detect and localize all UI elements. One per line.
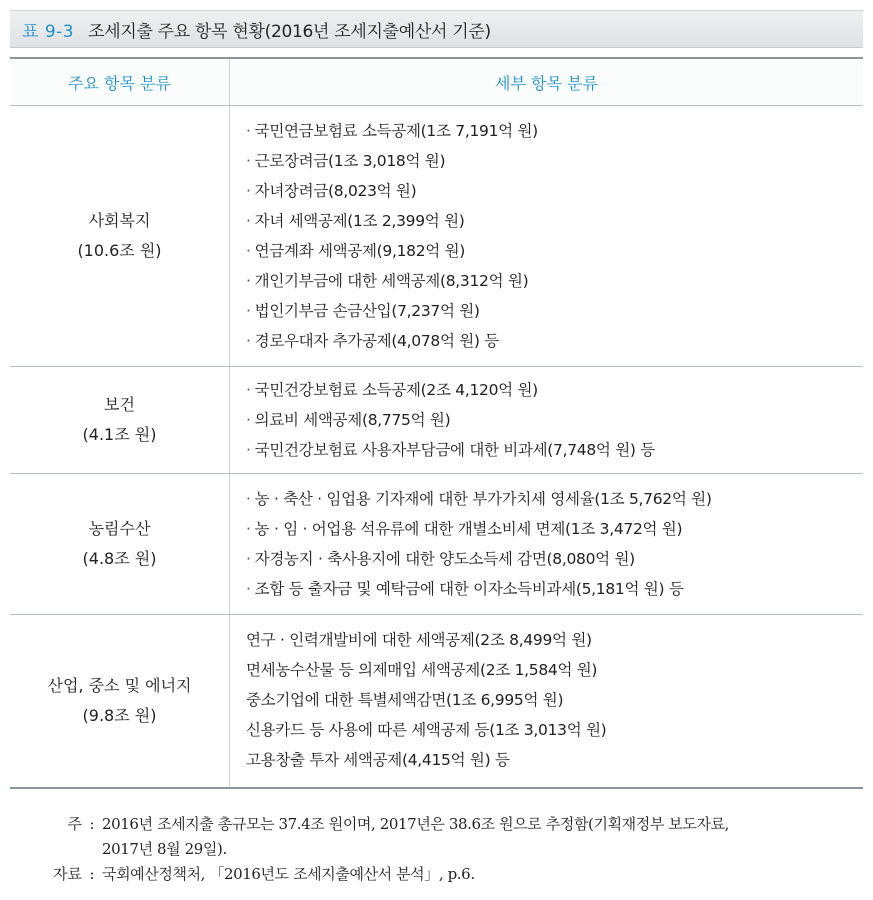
detail-item [246,514,863,544]
tax-expenditure-table [10,57,863,789]
detail-item-text: 개인기부금에 대한 세액공제(8,312억 원) [254,272,529,290]
note-key: 주 [67,815,82,833]
table-row [10,615,863,789]
bullet-icon: · [246,490,251,508]
category-amount: (4.8조 원) [82,549,157,568]
bullet-icon: · [246,182,251,200]
category-amount: (9.8조 원) [82,706,157,725]
detail-cell [230,474,864,615]
table-row [10,474,863,615]
category-cell [10,106,230,367]
detail-item-text: 면세농수산물 등 의제매입 세액공제(2조 1,584억 원) [246,661,598,679]
detail-item [246,296,863,326]
table-title-bar [10,10,863,48]
detail-item [246,405,863,435]
detail-item [246,544,863,574]
table-title: 조세지출 주요 항목 현황(2016년 조세지출예산서 기준) [88,21,491,42]
table-header-row [10,58,863,106]
note-row [16,812,866,837]
bullet-icon: · [246,122,251,140]
detail-item [246,435,863,465]
table-row [10,106,863,367]
detail-item-text: 근로장려금(1조 3,018억 원) [254,152,446,170]
detail-item-text: 연금계좌 세액공제(9,182억 원) [254,242,465,260]
detail-item-text: 농 · 축산 · 임업용 기자재에 대한 부가가치세 영세율(1조 5,762억 원) [254,490,712,508]
category-amount: (4.1조 원) [82,425,157,444]
detail-item [246,715,863,745]
category-cell [10,367,230,474]
detail-item [246,236,863,266]
bullet-icon: · [246,152,251,170]
source-row [16,862,866,887]
detail-item [246,326,863,356]
detail-item-text: 고용창출 투자 세액공제(4,415억 원) 등 [246,751,510,769]
header-detail: 세부 항목 분류 [230,58,864,106]
detail-item [246,625,863,655]
category-name: 보건 [104,395,135,414]
bullet-icon: · [246,242,251,260]
detail-cell [230,106,864,367]
detail-item [246,655,863,685]
detail-item-text: 농 · 임 · 어업용 석유류에 대한 개별소비세 면제(1조 3,472억 원) [254,520,683,538]
detail-item-text: 연구 · 인력개발비에 대한 세액공제(2조 8,499억 원) [246,631,592,649]
source-key: 자료 [53,865,82,883]
detail-item [246,206,863,236]
detail-item [246,685,863,715]
detail-item-text: 자녀 세액공제(1조 2,399억 원) [254,212,465,230]
bullet-icon: · [246,272,251,290]
bullet-icon: · [246,332,251,350]
detail-item-text: 법인기부금 손금산입(7,237억 원) [254,302,480,320]
bullet-icon: · [246,212,251,230]
category-name: 농림수산 [88,519,151,538]
bullet-icon: · [246,411,251,429]
source-text: 국회예산정책처, 「2016년도 조세지출예산서 분석」, p.6. [102,865,475,883]
detail-item [246,146,863,176]
detail-item-text: 국민건강보험료 소득공제(2조 4,120억 원) [254,381,538,399]
detail-item-text: 경로우대자 추가공제(4,078억 원) 등 [254,332,499,350]
category-name: 사회복지 [88,211,151,230]
source-separator: : [89,865,95,883]
detail-item-text: 국민건강보험료 사용자부담금에 대한 비과세(7,748억 원) 등 [254,441,655,459]
detail-item-text: 국민연금보험료 소득공제(1조 7,191억 원) [254,122,538,140]
detail-item [246,176,863,206]
detail-item-text: 신용카드 등 사용에 따른 세액공제 등(1조 3,013억 원) [246,721,607,739]
detail-item [246,745,863,775]
detail-item-text: 자녀장려금(8,023억 원) [254,182,417,200]
note-separator: : [89,815,95,833]
detail-item-text: 조합 등 출자금 및 예탁금에 대한 이자소득비과세(5,181억 원) 등 [254,580,684,598]
detail-item [246,574,863,604]
detail-item [246,116,863,146]
bullet-icon: · [246,381,251,399]
bullet-icon: · [246,302,251,320]
detail-item-text: 자경농지 · 축사용지에 대한 양도소득세 감면(8,080억 원) [254,550,635,568]
note-text-continued: 2017년 8월 29일). [102,840,227,858]
detail-item [246,266,863,296]
table-notes [16,812,866,887]
detail-item [246,375,863,405]
bullet-icon: · [246,441,251,459]
bullet-icon: · [246,580,251,598]
header-category: 주요 항목 분류 [10,58,230,106]
category-cell [10,615,230,789]
table-row [10,367,863,474]
category-name: 산업, 중소 및 에너지 [47,676,192,695]
detail-cell [230,615,864,789]
detail-item-text: 의료비 세액공제(8,775억 원) [254,411,451,429]
note-text: 2016년 조세지출 총규모는 37.4조 원이며, 2017년은 38.6조 원으로 추정함(기획재정부 보도자료, [102,815,730,833]
bullet-icon: · [246,550,251,568]
bullet-icon: · [246,520,251,538]
table-number-label: 표 9-3 [22,21,75,42]
category-cell [10,474,230,615]
detail-cell [230,367,864,474]
detail-item-text: 중소기업에 대한 특별세액감면(1조 6,995억 원) [246,691,564,709]
category-amount: (10.6조 원) [77,241,162,260]
detail-item [246,484,863,514]
